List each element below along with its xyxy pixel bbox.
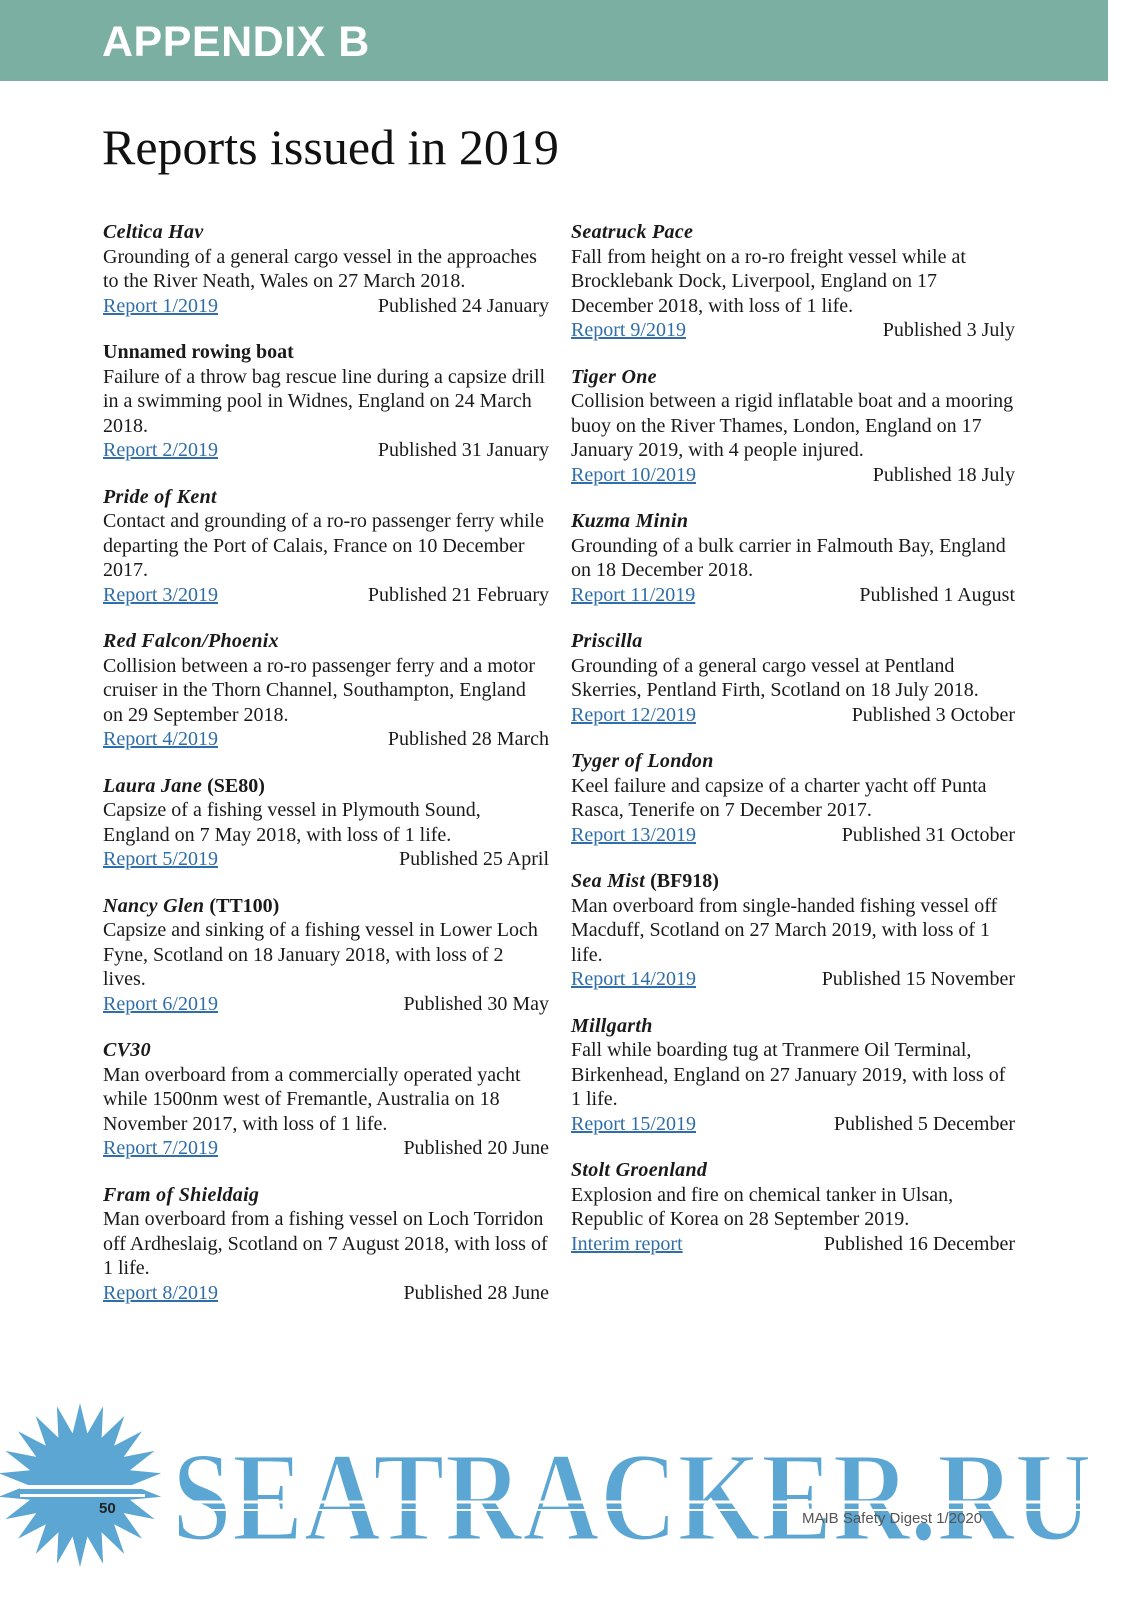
report-entry (571, 1158, 1015, 1256)
incident-description: Capsize of a fishing vessel in Plymouth Sound, England on 7 May 2018, with loss of 1 life. (103, 799, 481, 846)
report-entry (103, 220, 549, 318)
report-entry (103, 629, 549, 752)
published-date: Published 5 December (833, 1112, 1015, 1135)
vessel-name: Stolt Groenland (571, 1159, 708, 1181)
vessel-heading (103, 340, 549, 365)
incident-description: Failure of a throw bag rescue line during a capsize drill in a swimming pool in Widnes, England on 24 March 2018. (103, 365, 546, 437)
report-entry (571, 629, 1015, 727)
vessel-suffix: (SE80) (202, 774, 265, 797)
report-meta-row (103, 294, 549, 319)
watermark-graphic (0, 1390, 1131, 1600)
vessel-heading (571, 220, 1015, 245)
vessel-suffix: Unnamed rowing boat (103, 341, 294, 363)
incident-description: Fall from height on a ro-ro freight vessel while at Brocklebank Dock, Liverpool, England on 17 December 2018, with loss of 1 life. (571, 245, 966, 317)
report-entry (571, 749, 1015, 847)
published-date: Published 28 March (387, 728, 549, 750)
report-link[interactable]: Report 12/2019 (571, 703, 696, 726)
report-meta-row (103, 992, 549, 1017)
report-link[interactable]: Report 13/2019 (571, 823, 696, 846)
incident-description: Collision between a ro-ro passenger ferry and a motor cruiser in the Thorn Channel, Southampton, England on 29 September 2018. (103, 654, 536, 726)
vessel-heading (571, 509, 1015, 534)
published-date: Published 30 May (403, 992, 549, 1015)
vessel-heading (571, 1014, 1015, 1039)
vessel-heading (103, 774, 549, 799)
published-date: Published 16 December (823, 1232, 1015, 1255)
vessel-name: Seatruck Pace (571, 221, 694, 243)
published-date: Published 24 January (377, 294, 549, 317)
vessel-name: Priscilla (571, 630, 643, 652)
incident-description: Grounding of a general cargo vessel at Pentland Skerries, Pentland Firth, Scotland on 18 July 2018. (571, 654, 979, 701)
vessel-heading (571, 1158, 1015, 1183)
vessel-suffix: (TT100) (204, 894, 280, 917)
report-link[interactable]: Report 15/2019 (571, 1112, 696, 1135)
vessel-name: CV30 (103, 1039, 151, 1061)
incident-description: Man overboard from single-handed fishing vessel off Macduff, Scotland on 27 March 2019, with loss of 1 life. (571, 894, 998, 966)
report-entry (103, 485, 549, 608)
report-entry (571, 220, 1015, 343)
report-link[interactable]: Report 11/2019 (571, 583, 696, 606)
report-meta-row (103, 847, 549, 872)
incident-description: Capsize and sinking of a fishing vessel in Lower Loch Fyne, Scotland on 18 January 2018, with loss of 2 lives. (103, 919, 538, 990)
report-meta-row (103, 1281, 549, 1306)
published-date: Published 20 June (403, 1137, 549, 1159)
report-link[interactable]: Report 9/2019 (571, 319, 686, 341)
vessel-name: Kuzma Minin (571, 510, 689, 532)
report-entry (103, 340, 549, 463)
page-footer (0, 1390, 1131, 1600)
vessel-name: Pride of Kent (103, 485, 217, 508)
report-entry (571, 1014, 1015, 1137)
report-meta-row (571, 1112, 1015, 1137)
reports-column-right (571, 220, 1015, 1278)
vessel-heading (571, 869, 1015, 894)
incident-description: Grounding of a bulk carrier in Falmouth Bay, England on 18 December 2018. (571, 534, 1006, 581)
page-number: 50 (99, 1500, 116, 1517)
sun-logo-icon (0, 1403, 161, 1567)
report-link[interactable]: Report 8/2019 (103, 1281, 218, 1304)
vessel-suffix: (BF918) (645, 870, 719, 892)
report-link[interactable]: Report 3/2019 (103, 583, 218, 606)
vessel-heading (103, 1038, 549, 1063)
published-date: Published 15 November (821, 968, 1015, 990)
report-meta-row (571, 823, 1015, 848)
publication-title: MAIB Safety Digest 1/2020 (802, 1510, 983, 1527)
report-meta-row (571, 463, 1015, 488)
vessel-heading (103, 1183, 549, 1208)
published-date: Published 1 August (859, 583, 1015, 606)
report-meta-row (103, 438, 549, 463)
published-date: Published 18 July (872, 463, 1015, 486)
incident-description: Fall while boarding tug at Tranmere Oil Terminal, Birkenhead, England on 27 January 2019, with loss of 1 life. (571, 1039, 1006, 1110)
vessel-name: Sea Mist (571, 870, 646, 892)
report-link[interactable]: Interim report (571, 1232, 683, 1255)
watermark-text: SEATRACKER.RU (172, 1426, 1092, 1568)
vessel-heading (571, 365, 1015, 390)
report-meta-row (571, 967, 1015, 992)
vessel-name: Nancy Glen (103, 894, 205, 917)
report-meta-row (103, 727, 549, 752)
incident-description: Man overboard from a commercially operated yacht while 1500nm west of Fremantle, Australia on 18 November 2017, with loss of 1 life. (103, 1063, 521, 1135)
report-entry (103, 1038, 549, 1161)
vessel-heading (571, 629, 1015, 654)
report-link[interactable]: Report 7/2019 (103, 1137, 218, 1159)
vessel-name: Tyger of London (571, 750, 714, 772)
appendix-label: APPENDIX B (102, 18, 370, 66)
incident-description: Keel failure and capsize of a charter yacht off Punta Rasca, Tenerife on 7 December 2017. (571, 774, 987, 821)
vessel-heading (103, 629, 549, 654)
report-meta-row (571, 318, 1015, 343)
vessel-name: Millgarth (571, 1014, 653, 1037)
vessel-heading (103, 220, 549, 245)
published-date: Published 21 February (367, 583, 549, 606)
report-link[interactable]: Report 2/2019 (103, 439, 218, 461)
vessel-heading (103, 894, 549, 919)
report-meta-row (571, 583, 1015, 608)
report-meta-row (571, 703, 1015, 728)
vessel-heading (103, 485, 549, 510)
report-meta-row (103, 1136, 549, 1161)
report-link[interactable]: Report 14/2019 (571, 968, 696, 990)
incident-description: Grounding of a general cargo vessel in the approaches to the River Neath, Wales on 27 March 2018. (103, 245, 537, 292)
published-date: Published 31 January (377, 439, 549, 461)
report-link[interactable]: Report 10/2019 (571, 463, 696, 486)
incident-description: Explosion and fire on chemical tanker in Ulsan, Republic of Korea on 28 September 2019. (571, 1183, 954, 1230)
published-date: Published 25 April (398, 848, 549, 870)
vessel-name: Red Falcon/Phoenix (103, 630, 279, 652)
appendix-header-band (0, 0, 1108, 81)
published-date: Published 28 June (403, 1281, 549, 1304)
incident-description: Collision between a rigid inflatable boat and a mooring buoy on the River Thames, London, England on 17 January 2019, with 4 people injured. (571, 390, 1014, 461)
report-entry (103, 774, 549, 872)
report-link[interactable]: Report 4/2019 (103, 728, 218, 750)
report-link[interactable]: Report 1/2019 (103, 294, 218, 317)
report-entry (103, 1183, 549, 1306)
report-entry (571, 869, 1015, 992)
vessel-name: Fram of Shieldaig (103, 1183, 260, 1206)
vessel-name: Laura Jane (103, 774, 203, 797)
report-entry (103, 894, 549, 1017)
incident-description: Contact and grounding of a ro-ro passenger ferry while departing the Port of Calais, France on 10 December 2017. (103, 510, 544, 581)
report-entry (571, 365, 1015, 488)
report-meta-row (571, 1232, 1015, 1257)
page-title: Reports issued in 2019 (102, 119, 559, 175)
published-date: Published 31 October (841, 823, 1015, 846)
reports-column-left (103, 220, 549, 1327)
report-entry (571, 509, 1015, 607)
vessel-name: Tiger One (571, 365, 657, 388)
vessel-name: Celtica Hav (103, 221, 204, 243)
vessel-heading (571, 749, 1015, 774)
published-date: Published 3 October (851, 703, 1015, 726)
published-date: Published 3 July (882, 319, 1015, 341)
incident-description: Man overboard from a fishing vessel on Loch Torridon off Ardheslaig, Scotland on 7 August 2018, with loss of 1 life. (103, 1208, 548, 1279)
report-link[interactable]: Report 6/2019 (103, 992, 218, 1015)
report-link[interactable]: Report 5/2019 (103, 848, 218, 870)
report-meta-row (103, 583, 549, 608)
